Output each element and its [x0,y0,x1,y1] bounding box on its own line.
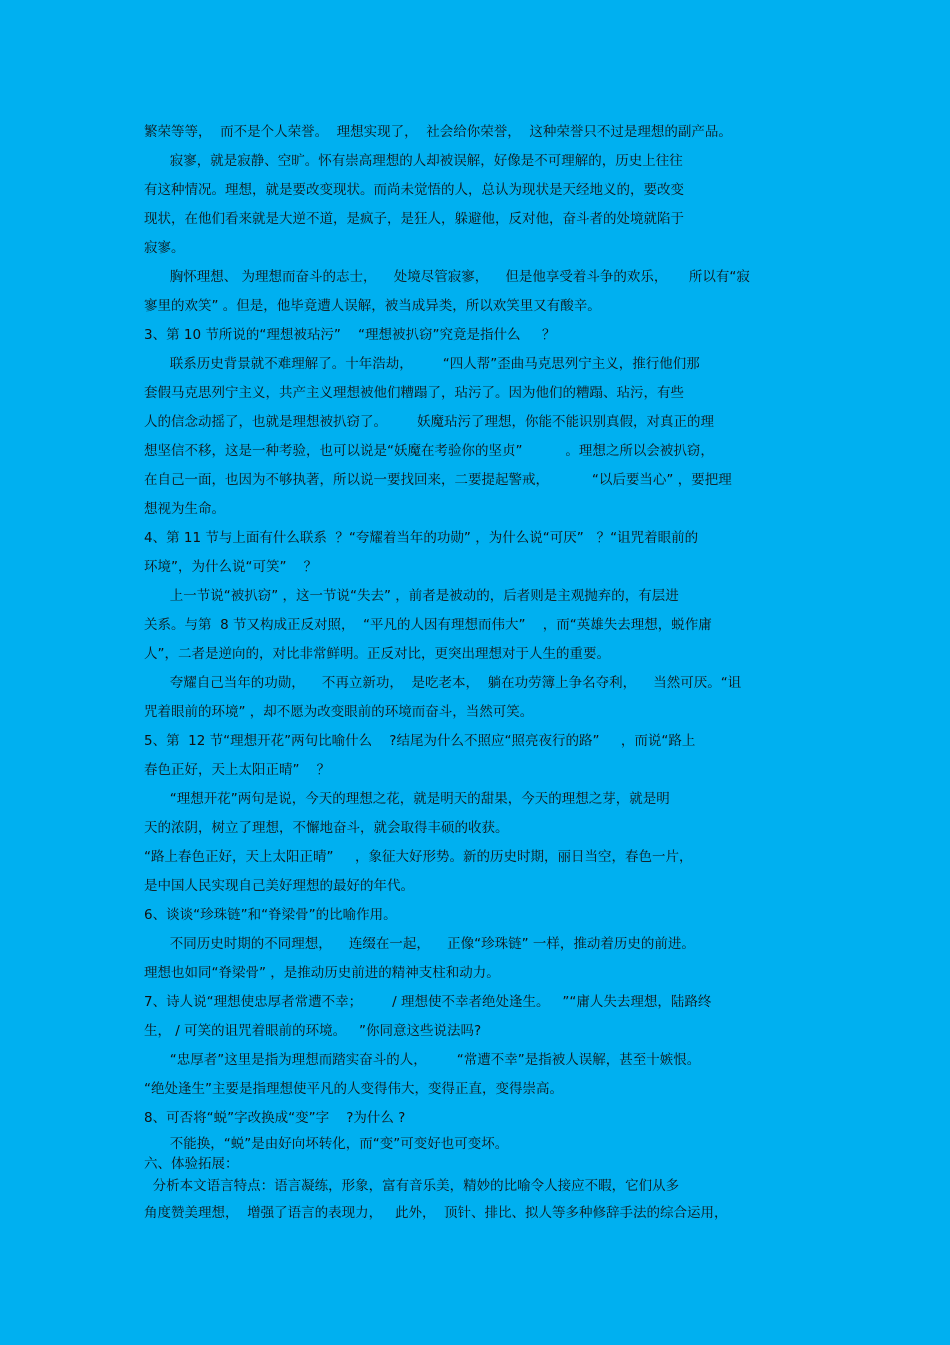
text-line: 不能换，“蜕”是由好向坏转化，而“变”可变好也可变坏。 [144,1136,509,1152]
text-line: 人”，二者是逆向的，对比非常鲜明。正反对比，更突出理想对于人生的重要。 [144,646,610,662]
text-line: 上一节说“被扒窃” ，这一节说“失去” ，前者是被动的，后者则是主观抛弃的，有层进 [144,588,679,604]
question-heading: 6、谈谈“珍珠链”和“脊梁骨”的比喻作用。 [144,907,397,923]
text-line: 胸怀理想、 为理想而奋斗的志士， 处境尽管寂寥， 但是他享受着斗争的欢乐， 所以有“寂 [144,269,750,285]
text-line: “路上春色正好，天上太阳正晴” ，象征大好形势。新的历史时期，丽日当空，春色一片， [144,849,693,865]
text-line: 角度赞美理想， 增强了语言的表现力， 此外， 顶针、排比、拟人等多种修辞手法的综合运用， [144,1205,728,1221]
text-line: 生， / 可笑的诅咒着眼前的环境。 ”你同意这些说法吗? [144,1023,482,1039]
text-line: 繁荣等等， 而不是个人荣誉。 理想实现了， 社会给你荣誉， 这种荣誉只不过是理想的副产品。 [144,124,732,140]
text-line: 寂寥。 [144,240,185,256]
question-heading: 3、第 10 节所说的“理想被玷污” “理想被扒窃”究竟是指什么 ？ [144,327,556,343]
text-line: 有这种情况。理想，就是要改变现状。而尚未觉悟的人，总认为现状是天经地义的，要改变 [144,182,684,198]
question-heading: 7、诗人说“理想使忠厚者常遭不幸； / 理想使不幸者绝处逢生。 ”“庸人失去理想，陆路终 [144,994,712,1010]
question-heading: 5、第 12 节“理想开花”两句比喻什么 ?结尾为什么不照应“照亮夜行的路” ，而说“路上 [144,733,696,749]
document-body [144,118,814,1228]
text-line: 想视为生命。 [144,501,225,517]
text-line: 分析本文语言特点：语言凝练，形象，富有音乐美，精妙的比喻令人接应不暇，它们从多 [144,1178,680,1194]
text-line: 寂寥，就是寂静、空旷。怀有崇高理想的人却被误解，好像是不可理解的，历史上往往 [144,153,683,169]
text-line: 环境”，为什么说“可笑” ？ [144,559,318,575]
text-line: 现状，在他们看来就是大逆不道，是疯子，是狂人，躲避他，反对他，奋斗者的处境就陷于 [144,211,684,227]
section-heading: 六、体验拓展： [144,1156,239,1172]
text-line: 咒着眼前的环境” ，却不愿为改变眼前的环境而奋斗，当然可笑。 [144,704,534,720]
question-heading: 4、第 11 节与上面有什么联系 ？“夸耀着当年的功勋” ，为什么说“可厌” ？“诅咒着眼前的 [144,530,699,546]
text-line: 想坚信不移，这是一种考验，也可以说是“妖魔在考验你的坚贞” 。理想之所以会被扒窃， [144,443,714,459]
text-line: 在自己一面，也因为不够执著，所以说一要找回来，二要提起警戒， “以后要当心” ，要把理 [144,472,732,488]
text-line: 春色正好，天上太阳正晴” ？ [144,762,331,778]
text-line: “理想开花”两句是说，今天的理想之花，就是明天的甜果，今天的理想之芽，就是明 [144,791,670,807]
text-line: 人的信念动摇了，也就是理想被扒窃了。 妖魔玷污了理想，你能不能识别真假，对真正的理 [144,414,715,430]
text-line: “绝处逢生”主要是指理想使平凡的人变得伟大，变得正直，变得崇高。 [144,1081,563,1097]
question-heading: 8、可否将“蜕”字改换成“变”字 ?为什么 ? [144,1110,406,1126]
text-line: 寥里的欢笑” 。但是，他毕竟遭人误解，被当成异类，所以欢笑里又有酸辛。 [144,298,601,314]
text-line: 不同历史时期的不同理想， 连缀在一起， 正像“珍珠链” 一样，推动着历史的前进。 [144,936,695,952]
text-line: 是中国人民实现自己美好理想的最好的年代。 [144,878,414,894]
text-line: 夸耀自己当年的功勋， 不再立新功， 是吃老本， 躺在功劳簿上争名夺利， 当然可厌。“诅 [144,675,742,691]
text-line: 联系历史背景就不难理解了。十年浩劫， “四人帮”歪曲马克思列宁主义，推行他们那 [144,356,700,372]
text-line: 关系。与第 8 节又构成正反对照， “平凡的人因有理想而伟大” ，而“英雄失去理想，蜕作庸 [144,617,712,633]
text-line: 天的浓阴，树立了理想，不懈地奋斗，就会取得丰硕的收获。 [144,820,509,836]
text-line: 理想也如同“脊梁骨” ，是推动历史前进的精神支柱和动力。 [144,965,500,981]
text-line: “忠厚者”这里是指为理想而踏实奋斗的人， “常遭不幸”是指被人误解，甚至十嫉恨。 [144,1052,701,1068]
text-line: 套假马克思列宁主义，共产主义理想被他们糟蹋了，玷污了。因为他们的糟蹋、玷污，有些 [144,385,684,401]
